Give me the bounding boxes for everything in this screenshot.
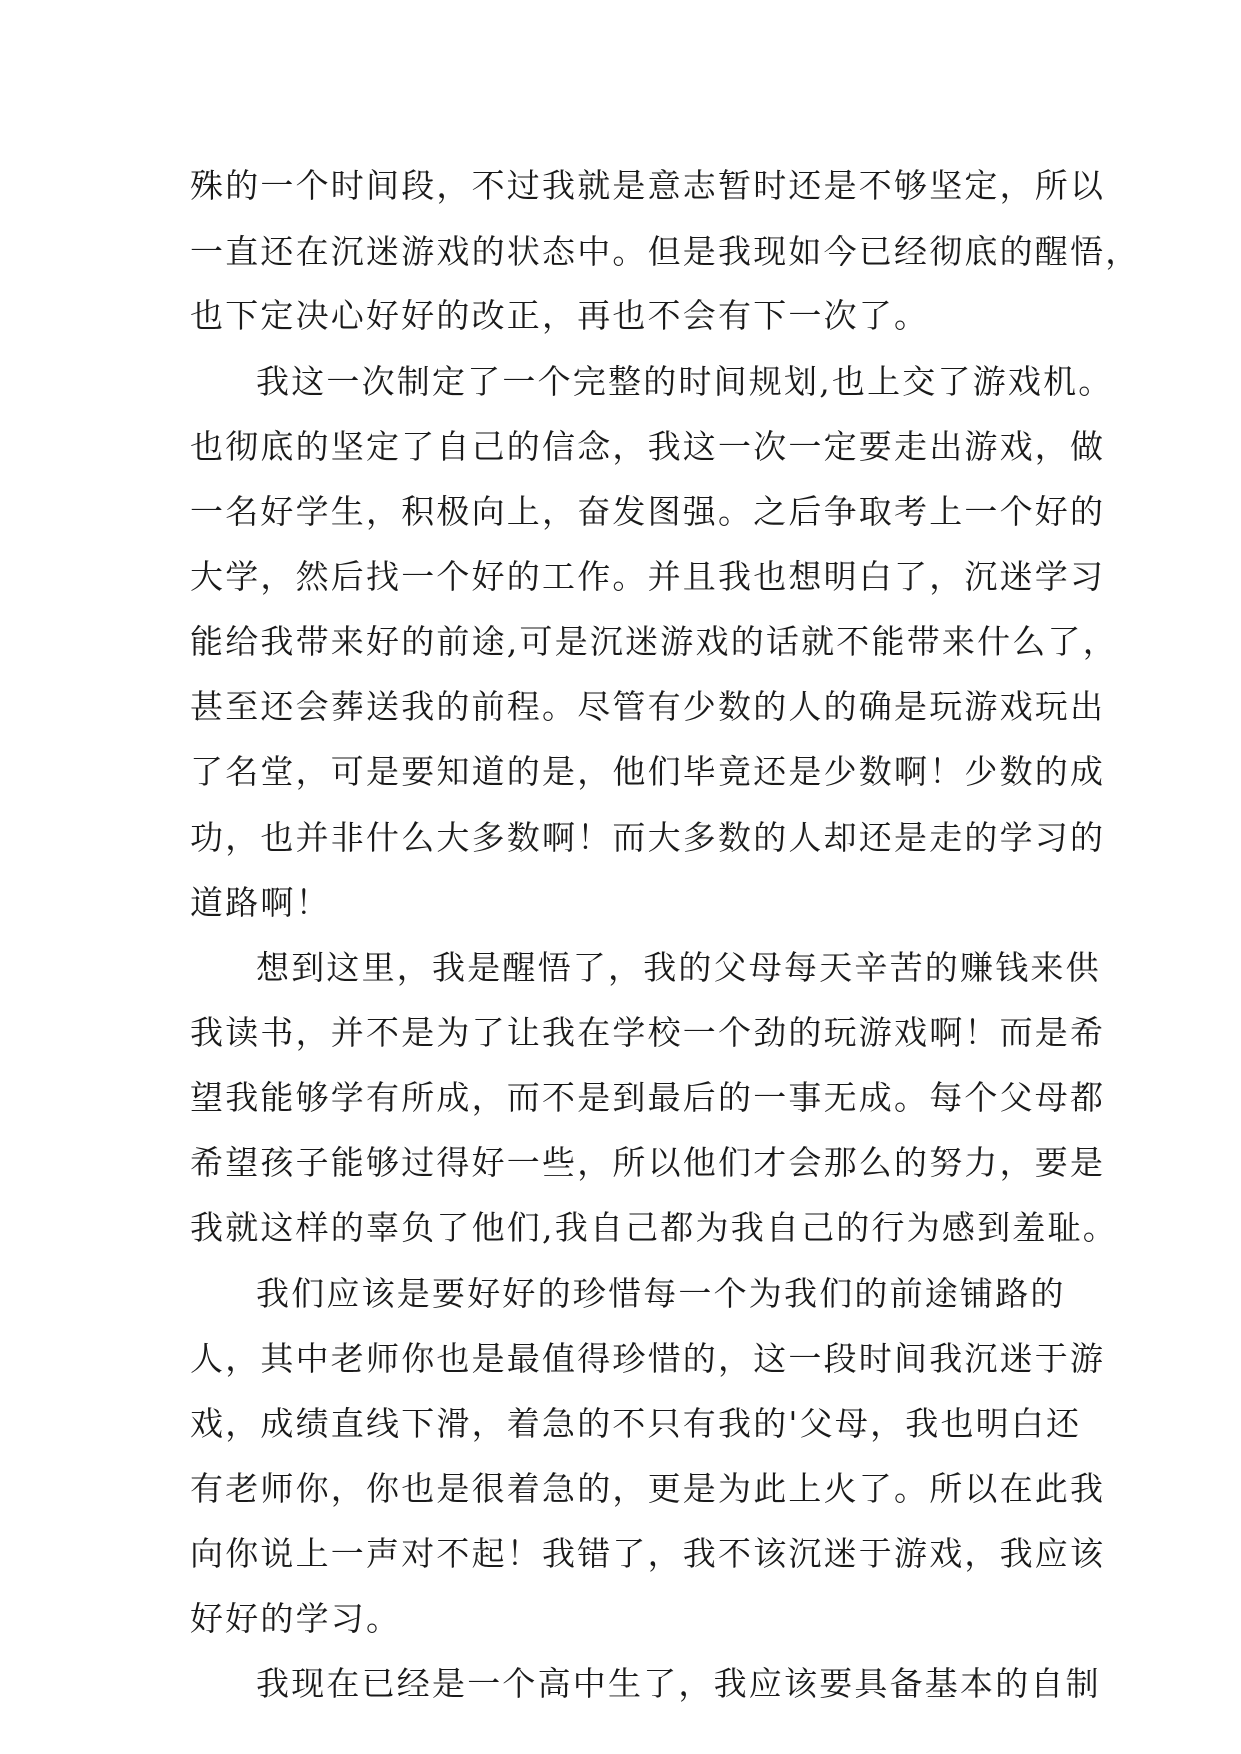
text-line: 有老师你，你也是很着急的，更是为此上火了。所以在此我 [190, 1469, 1106, 1508]
paragraph-start-line: 我们应该是要好好的珍惜每一个为我们的前途铺路的 [256, 1274, 1066, 1313]
text-line: 也彻底的坚定了自己的信念，我这一次一定要走出游戏，做 [190, 427, 1106, 466]
text-line: 戏，成绩直线下滑，着急的不只有我的'父母，我也明白还 [190, 1404, 1082, 1443]
text-line: 向你说上一声对不起！我错了，我不该沉迷于游戏，我应该 [190, 1534, 1106, 1573]
text-line: 一名好学生，积极向上，奋发图强。之后争取考上一个好的 [190, 492, 1106, 531]
text-line: 功，也并非什么大多数啊！而大多数的人却还是走的学习的 [190, 818, 1106, 857]
text-line: 了名堂，可是要知道的是，他们毕竟还是少数啊！少数的成 [190, 752, 1106, 791]
text-line: 好好的学习。 [190, 1599, 402, 1638]
text-line: 人，其中老师你也是最值得珍惜的，这一段时间我沉迷于游 [190, 1339, 1106, 1378]
paragraph-start-line: 我现在已经是一个高中生了，我应该要具备基本的自制 [256, 1664, 1101, 1703]
text-line: 望我能够学有所成，而不是到最后的一事无成。每个父母都 [190, 1078, 1106, 1117]
paragraph-start-line: 想到这里，我是醒悟了，我的父母每天辛苦的赚钱来供 [256, 948, 1101, 987]
text-line: 大学，然后找一个好的工作。并且我也想明白了，沉迷学习 [190, 557, 1106, 596]
text-line: 一直还在沉迷游戏的状态中。但是我现如今已经彻底的醒悟， [190, 232, 1141, 271]
paragraph-start-line: 我这一次制定了一个完整的时间规划,也上交了游戏机。 [256, 362, 1114, 401]
text-line: 道路啊！ [190, 883, 331, 922]
text-line: 我就这样的辜负了他们,我自己都为我自己的行为感到羞耻。 [190, 1208, 1118, 1247]
text-line: 殊的一个时间段，不过我就是意志暂时还是不够坚定，所以 [190, 166, 1106, 205]
text-line: 能给我带来好的前途,可是沉迷游戏的话就不能带来什么了， [190, 622, 1118, 661]
text-line: 也下定决心好好的改正，再也不会有下一次了。 [190, 296, 930, 335]
text-line: 希望孩子能够过得好一些，所以他们才会那么的努力，要是 [190, 1143, 1106, 1182]
text-line: 我读书，并不是为了让我在学校一个劲的玩游戏啊！而是希 [190, 1013, 1106, 1052]
text-line: 甚至还会葬送我的前程。尽管有少数的人的确是玩游戏玩出 [190, 687, 1106, 726]
